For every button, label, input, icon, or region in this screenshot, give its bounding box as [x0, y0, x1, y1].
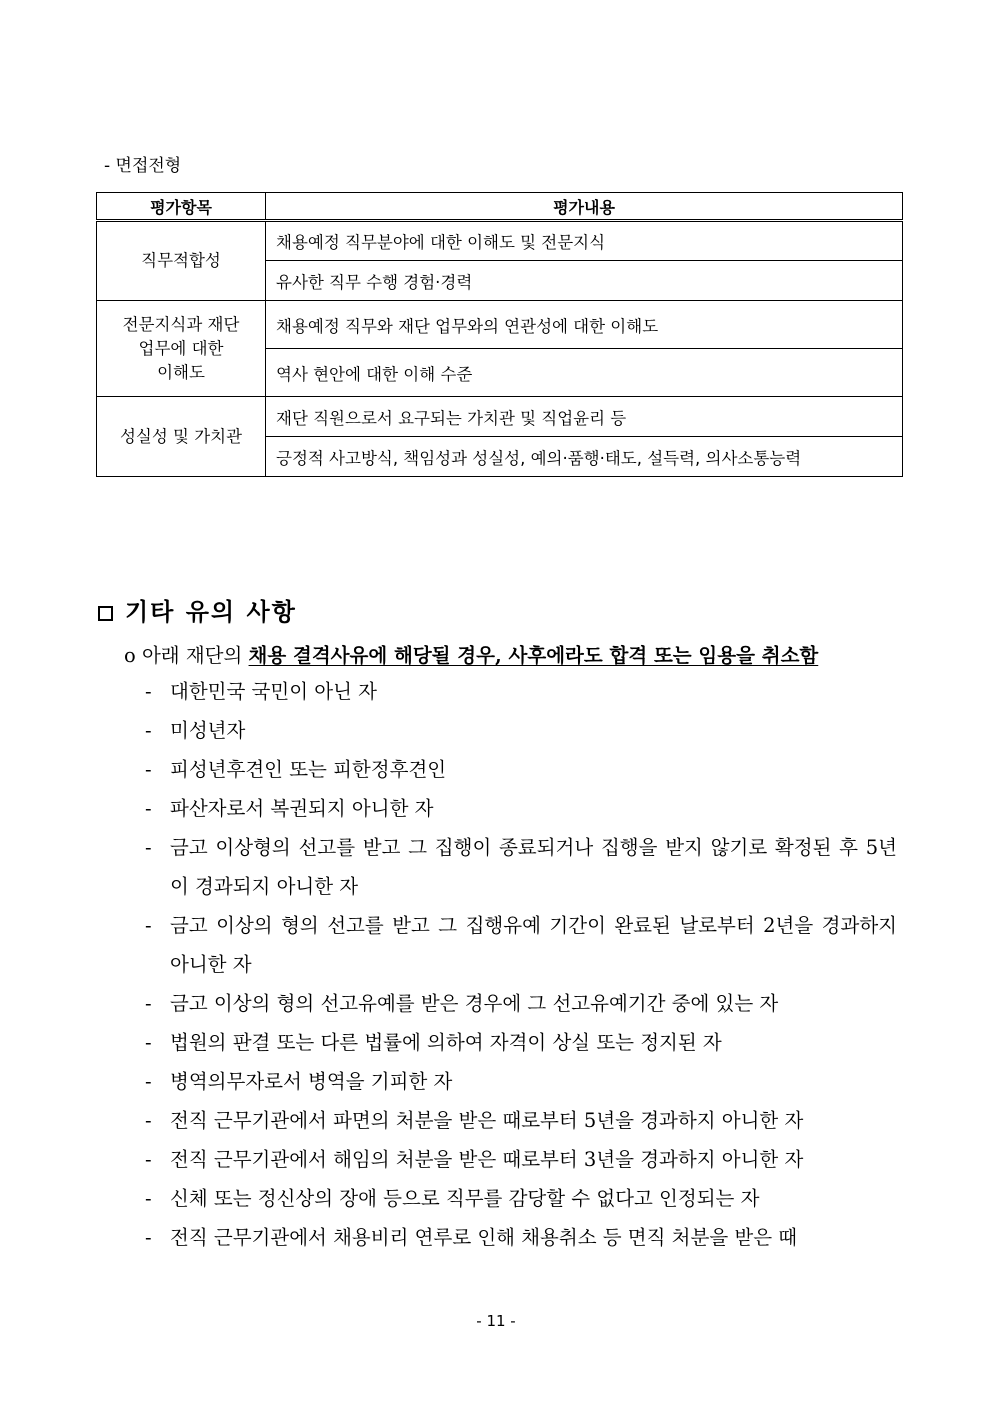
- category-knowledge: [97, 301, 266, 397]
- eval-content-cell: 역사 현안에 대한 이해 수준: [266, 349, 903, 397]
- header-eval-content: 평가내용: [266, 193, 903, 221]
- section-title-other-notes: [98, 592, 297, 627]
- dash-marker: -: [145, 1109, 152, 1132]
- list-item-text: 금고 이상의 형의 선고를 받고 그 집행유예 기간이 완료된 날로부터 2년을 경과하지 아니한 자: [170, 914, 897, 976]
- list-item: [145, 1140, 897, 1179]
- eval-content-cell: 채용예정 직무와 재단 업무와의 연관성에 대한 이해도: [266, 301, 903, 349]
- list-item-text: 미성년자: [170, 719, 246, 742]
- page-number: - 11 -: [476, 1312, 516, 1330]
- list-item: [145, 1218, 897, 1257]
- eval-content-cell: 재단 직원으로서 요구되는 가치관 및 직업윤리 등: [266, 397, 903, 437]
- category-integrity: 성실성 및 가치관: [97, 397, 266, 477]
- list-item-text: 법원의 판결 또는 다른 법률에 의하여 자격이 상실 또는 정지된 자: [170, 1031, 722, 1054]
- list-item: [145, 672, 897, 711]
- dash-marker: -: [145, 1187, 152, 1210]
- dash-marker: -: [145, 797, 152, 820]
- list-item: [145, 1023, 897, 1062]
- section-title-text: 기타 유의 사항: [125, 598, 297, 626]
- list-item-text: 파산자로서 복권되지 아니한 자: [170, 797, 434, 820]
- table-row: [97, 397, 903, 437]
- list-item: [145, 750, 897, 789]
- eval-content-cell: 긍정적 사고방식, 책임성과 성실성, 예의·품행·태도, 설득력, 의사소통능력: [266, 437, 903, 477]
- category-line: 업무에 대한: [138, 338, 224, 358]
- list-item: [145, 1062, 897, 1101]
- eval-content-cell: 유사한 직무 수행 경험·경력: [266, 261, 903, 301]
- dash-marker: -: [145, 1226, 152, 1249]
- list-item: [145, 789, 897, 828]
- category-line: 이해도: [157, 362, 205, 382]
- list-item-text: 신체 또는 정신상의 장애 등으로 직무를 감당할 수 없다고 인정되는 자: [170, 1187, 760, 1210]
- header-eval-item: 평가항목: [97, 193, 266, 221]
- table-row: [97, 221, 903, 261]
- category-job-fit: 직무적합성: [97, 221, 266, 301]
- list-item-text: 피성년후견인 또는 피한정후견인: [170, 758, 447, 781]
- dash-marker: -: [145, 914, 152, 937]
- dash-marker: -: [145, 1148, 152, 1171]
- dash-marker: -: [145, 992, 152, 1015]
- list-item-text: 대한민국 국민이 아닌 자: [170, 680, 377, 703]
- interview-evaluation-table: [96, 192, 903, 477]
- disqualification-intro: [124, 640, 818, 668]
- list-item: [145, 1101, 897, 1140]
- interview-section-label: - 면접전형: [104, 156, 182, 176]
- table-header-row: [97, 193, 903, 221]
- disqualification-list: [145, 672, 897, 1257]
- intro-emphasis: 채용 결격사유에 해당될 경우, 사후에라도 합격 또는 임용을 취소함: [248, 644, 819, 667]
- dash-marker: -: [145, 680, 152, 703]
- dash-marker: -: [145, 758, 152, 781]
- list-item-text: 전직 근무기관에서 해임의 처분을 받은 때로부터 3년을 경과하지 아니한 자: [170, 1148, 804, 1171]
- dash-marker: -: [145, 1070, 152, 1093]
- dash-marker: -: [145, 1031, 152, 1054]
- eval-content-cell: 채용예정 직무분야에 대한 이해도 및 전문지식: [266, 221, 903, 261]
- list-item-text: 전직 근무기관에서 파면의 처분을 받은 때로부터 5년을 경과하지 아니한 자: [170, 1109, 804, 1132]
- list-item-text: 금고 이상의 형의 선고유예를 받은 경우에 그 선고유예기간 중에 있는 자: [170, 992, 779, 1015]
- list-item-text: 전직 근무기관에서 채용비리 연루로 인해 채용취소 등 면직 처분을 받은 때: [170, 1226, 798, 1249]
- list-item: [145, 984, 897, 1023]
- table-row: [97, 301, 903, 349]
- list-item: [145, 906, 897, 984]
- bullet-marker: o: [124, 644, 136, 667]
- list-item: [145, 828, 897, 906]
- category-line: 전문지식과 재단: [122, 314, 240, 334]
- list-item: [145, 711, 897, 750]
- list-item: [145, 1179, 897, 1218]
- dash-marker: -: [145, 836, 152, 859]
- list-item-text: 금고 이상형의 선고를 받고 그 집행이 종료되거나 집행을 받지 않기로 확정된 후 5년이 경과되지 아니한 자: [170, 836, 897, 898]
- dash-marker: -: [145, 719, 152, 742]
- checkbox-square-icon: [98, 606, 113, 621]
- intro-prefix: 아래 재단의: [141, 644, 249, 667]
- list-item-text: 병역의무자로서 병역을 기피한 자: [170, 1070, 453, 1093]
